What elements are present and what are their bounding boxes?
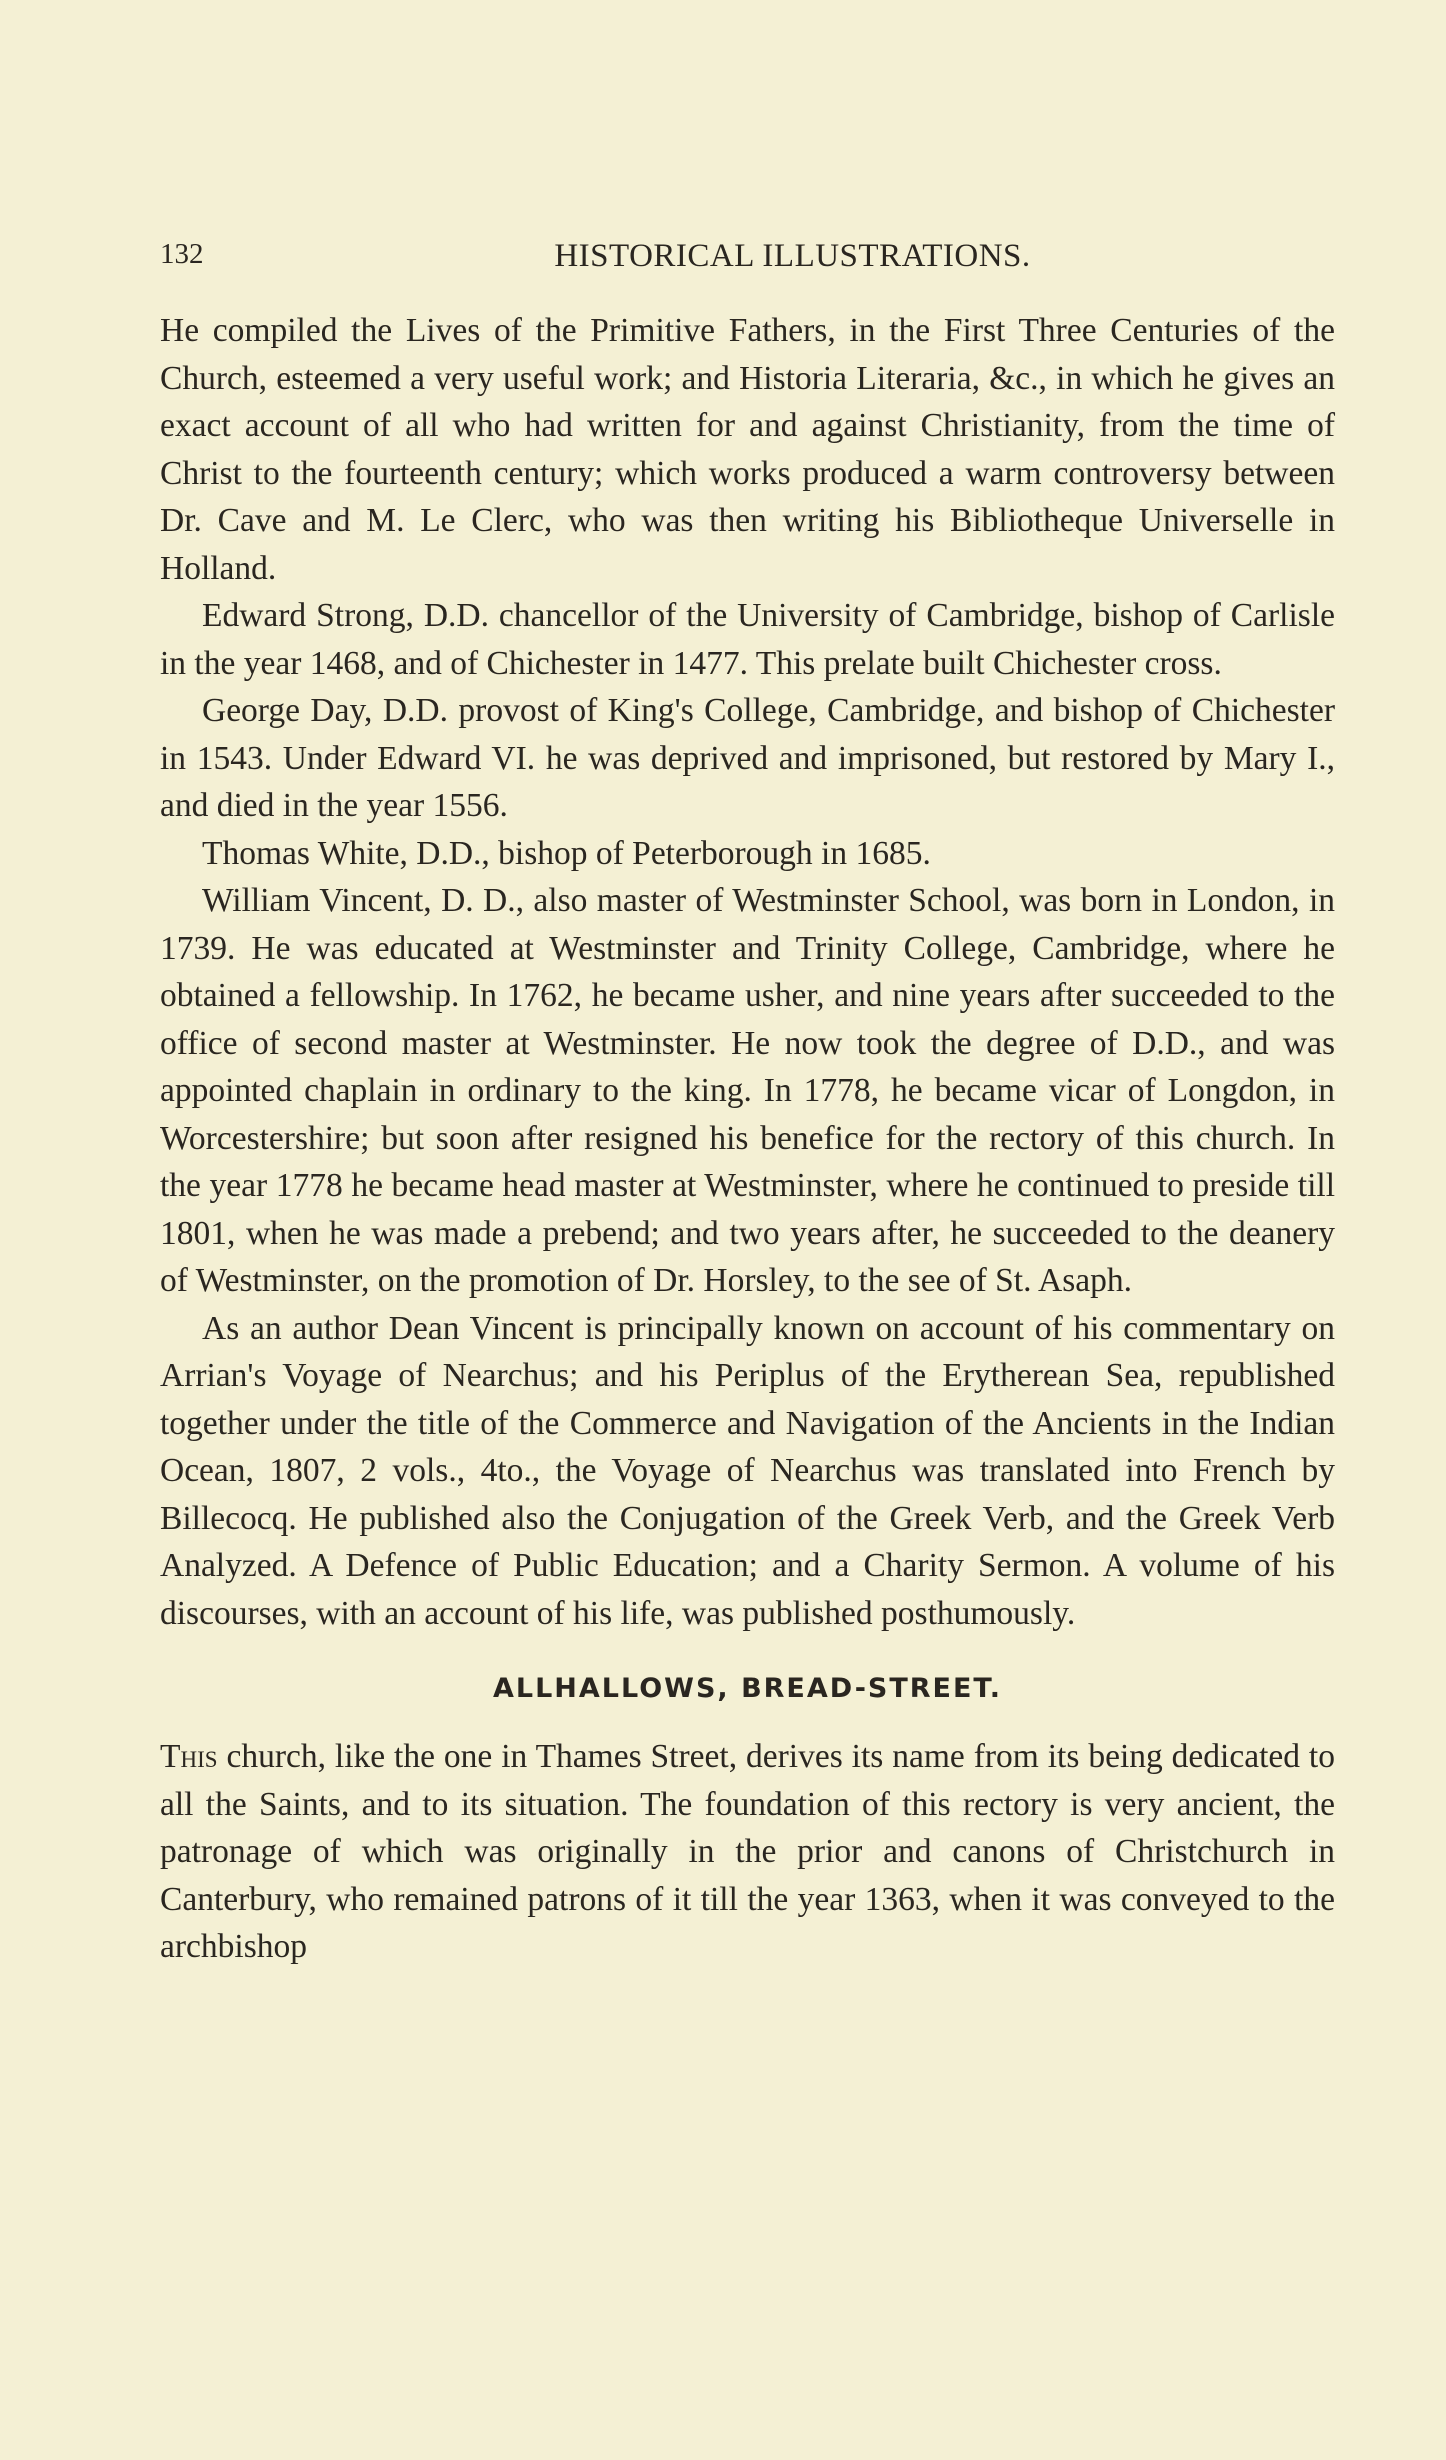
body-text bbox=[160, 307, 1335, 1637]
running-title: HISTORICAL ILLUSTRATIONS. bbox=[554, 238, 1031, 274]
paragraph: As an author Dean Vincent is principally known on account of his commentary on Arrian's Voyage of Nearchus; and his Periplus of the Erytherean Sea, republished together under the title of the Commerce and Navigation of the Ancients in the Indian Ocean, 1807, 2 vols., 4to., the Voyage of Nearchus was translated into French by Billecocq. He published also the Conjugation of the Greek Verb, and the Greek Verb Analyzed. A Defence of Public Education; and a Charity Sermon. A volume of his discourses, with an account of his life, was published posthumously. bbox=[160, 1309, 1335, 1632]
paragraph: George Day, D.D. provost of King's College, Cambridge, and bishop of Chichester in 1543. Under Edward VI. he was deprived and imprisoned, but restored by Mary I., and died in the year 1556. bbox=[160, 692, 1335, 824]
section-paragraph bbox=[160, 1733, 1335, 1971]
section-text: church, like the one in Thames Street, derives its name from its being dedicated to all the Saints, and to its situation. The foundation of this rectory is very ancient, the patronage of which was originally in the prior and canons of Christchurch in Canterbury, who remained patrons of it till the year 1363, when it was conveyed to the archbishop bbox=[160, 1738, 1335, 1965]
paragraph: Edward Strong, D.D. chancellor of the University of Cambridge, bishop of Carlisle in the year 1468, and of Chichester in 1477. This prelate built Chichester cross. bbox=[160, 597, 1335, 682]
paragraph: William Vincent, D. D., also master of Westminster School, was born in London, in 1739. He was educated at Westminster and Trinity College, Cambridge, where he obtained a fellowship. In 1762, he became usher, and nine years after succeeded to the office of second master at Westminster. He now took the degree of D.D., and was appointed chaplain in ordinary to the king. In 1778, he became vicar of Longdon, in Worcestershire; but soon after resigned his benefice for the rectory of this church. In the year 1778 he became head master at Westminster, where he continued to preside till 1801, when he was made a prebend; and two years after, he succeeded to the deanery of Westminster, on the promotion of Dr. Horsley, to the see of St. Asaph. bbox=[160, 882, 1335, 1299]
page-number: 132 bbox=[160, 238, 204, 270]
page-header bbox=[160, 238, 1335, 284]
section-body bbox=[160, 1733, 1335, 1971]
paragraph: Thomas White, D.D., bishop of Peterborough in 1685. bbox=[202, 834, 931, 872]
section-heading: ALLHALLOWS, BREAD-STREET. bbox=[492, 1673, 1003, 1704]
paragraph: He compiled the Lives of the Primitive Fathers, in the First Three Centuries of the Church, esteemed a very useful work; and Historia Literaria, &c., in which he gives an exact account of all who had written for and against Christianity, from the time of Christ to the fourteenth century; which works produced a warm controversy between Dr. Cave and M. Le Clerc, who was then writing his Bibliotheque Universelle in Holland. bbox=[160, 312, 1335, 587]
section-lead-word: This bbox=[160, 1738, 218, 1775]
